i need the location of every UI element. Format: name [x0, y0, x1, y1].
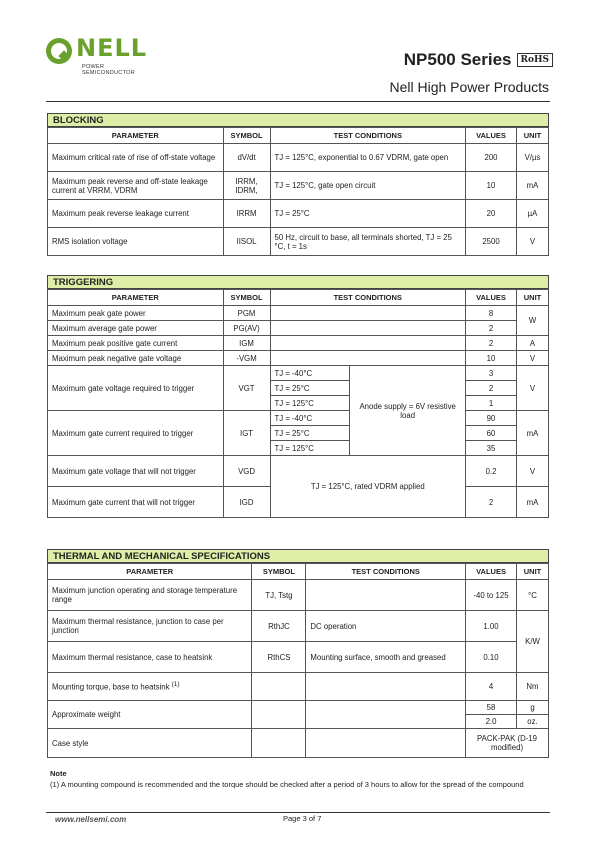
unit-cell: mA [516, 487, 548, 518]
table-header-row [48, 290, 549, 306]
col-values: VALUES [466, 564, 517, 580]
table-row [48, 351, 549, 366]
table-header-row [48, 564, 549, 580]
test-cell [270, 321, 466, 336]
param-cell: Maximum gate voltage required to trigger [48, 366, 224, 411]
value-cell: 0.2 [466, 456, 517, 487]
value-cell: 10 [466, 351, 517, 366]
value-cell: 58 [466, 701, 517, 715]
footer-url: www.nellsemi.com [55, 815, 127, 824]
unit-cell: mA [516, 172, 548, 200]
value-cell: 20 [466, 200, 517, 228]
unit-cell: µA [516, 200, 548, 228]
symbol-cell: IRRM, IDRM, [223, 172, 270, 200]
unit-cell: oz. [517, 715, 549, 729]
col-test: TEST CONDITIONS [270, 290, 466, 306]
symbol-cell: IGD [223, 487, 270, 518]
test-cell [306, 729, 466, 758]
test-cell [306, 673, 466, 701]
col-unit: UNIT [516, 290, 548, 306]
table-row [48, 611, 549, 642]
table-row [48, 673, 549, 701]
unit-cell: V [516, 228, 548, 256]
value-cell: 35 [466, 441, 517, 456]
param-cell: Maximum thermal resistance, junction to case per junction [48, 611, 252, 642]
param-cell: Approximate weight [48, 701, 252, 729]
symbol-cell: PGM [223, 306, 270, 321]
symbol-cell: VGD [223, 456, 270, 487]
footer-divider [46, 812, 550, 813]
value-cell: 1 [466, 396, 517, 411]
value-cell: 10 [466, 172, 517, 200]
blocking-table [47, 127, 549, 256]
anode-supply-cell: Anode supply = 6V resistive load [350, 366, 466, 456]
col-symbol: SYMBOL [223, 290, 270, 306]
param-cell: Maximum junction operating and storage temperature range [48, 580, 252, 611]
note-text: (1) A mounting compound is recommended and the torque should be checked after a period of 3 hours to allow for the spread of the compound [50, 780, 524, 789]
col-parameter: PARAMETER [48, 290, 224, 306]
table-row [48, 144, 549, 172]
col-test: TEST CONDITIONS [306, 564, 466, 580]
symbol-cell: IGT [223, 411, 270, 456]
test-cell: TJ = 25°C [270, 200, 466, 228]
value-cell: 3 [466, 366, 517, 381]
symbol-cell: PG(AV) [223, 321, 270, 336]
col-parameter: PARAMETER [48, 128, 224, 144]
rohs-badge: RoHS [517, 53, 554, 67]
symbol-cell: RthCS [252, 642, 306, 673]
table-row [48, 642, 549, 673]
unit-cell: °C [517, 580, 549, 611]
value-cell: 2 [466, 321, 517, 336]
param-cell: Maximum peak reverse and off-state leakage current at VRRM, VDRM [48, 172, 224, 200]
value-cell: 2 [466, 381, 517, 396]
symbol-cell: IGM [223, 336, 270, 351]
value-cell: 1.00 [466, 611, 517, 642]
value-cell: 60 [466, 426, 517, 441]
symbol-cell: VGT [223, 366, 270, 411]
blocking-header: BLOCKING [47, 113, 549, 127]
value-cell: PACK-PAK (D-19 modified) [466, 729, 549, 758]
company-logo [46, 34, 156, 76]
unit-cell: V [516, 456, 548, 487]
unit-cell: mA [516, 411, 548, 456]
col-symbol: SYMBOL [252, 564, 306, 580]
param-cell: RMS isolation voltage [48, 228, 224, 256]
unit-cell: V [516, 351, 548, 366]
col-parameter: PARAMETER [48, 564, 252, 580]
param-cell: Maximum critical rate of rise of off-state voltage [48, 144, 224, 172]
table-row [48, 200, 549, 228]
col-symbol: SYMBOL [223, 128, 270, 144]
series-name: NP500 Series [403, 50, 512, 69]
test-cell [270, 351, 466, 366]
value-cell: 8 [466, 306, 517, 321]
col-values: VALUES [466, 128, 517, 144]
table-row [48, 701, 549, 715]
unit-cell: W [516, 306, 548, 336]
param-cell: Maximum peak reverse leakage current [48, 200, 224, 228]
symbol-cell [252, 729, 306, 758]
table-row [48, 580, 549, 611]
test-cell: TJ = 125°C [270, 396, 350, 411]
table-row [48, 306, 549, 321]
test-cell [306, 580, 466, 611]
test-cell: TJ = 125°C [270, 441, 350, 456]
test-cell [270, 336, 466, 351]
symbol-cell: dV/dt [223, 144, 270, 172]
thermal-table [47, 563, 549, 758]
symbol-cell: RthJC [252, 611, 306, 642]
param-text: Mounting torque, base to heatsink [52, 682, 170, 692]
test-cell: 50 Hz, circuit to base, all terminals shorted, TJ = 25 °C, t = 1s [270, 228, 466, 256]
param-cell: Maximum peak negative gate voltage [48, 351, 224, 366]
table-row [48, 411, 549, 426]
param-cell: Case style [48, 729, 252, 758]
series-title [404, 50, 553, 70]
note-ref: (1) [171, 681, 180, 689]
value-cell: 2.0 [466, 715, 517, 729]
col-unit: UNIT [517, 564, 549, 580]
unit-cell: V [516, 366, 548, 411]
test-cell: Mounting surface, smooth and greased [306, 642, 466, 673]
symbol-cell [252, 701, 306, 729]
unit-cell: Nm [517, 673, 549, 701]
table-row [48, 366, 549, 381]
value-cell: 200 [466, 144, 517, 172]
value-cell: 4 [466, 673, 517, 701]
logo-emblem-icon [46, 38, 72, 64]
test-cell [270, 306, 466, 321]
symbol-cell: IRRM [223, 200, 270, 228]
unit-cell: K/W [517, 611, 549, 673]
test-cell [306, 701, 466, 729]
page-subtitle: Nell High Power Products [389, 79, 549, 95]
symbol-cell: TJ, Tstg [252, 580, 306, 611]
value-cell: 0.10 [466, 642, 517, 673]
param-cell: Maximum average gate power [48, 321, 224, 336]
test-cell: TJ = 25°C [270, 381, 350, 396]
value-cell: 90 [466, 411, 517, 426]
unit-cell: A [516, 336, 548, 351]
param-cell: Maximum gate voltage that will not trigger [48, 456, 224, 487]
table-row [48, 336, 549, 351]
col-values: VALUES [466, 290, 517, 306]
test-cell: DC operation [306, 611, 466, 642]
page-number: Page 3 of 7 [283, 814, 322, 823]
test-cell: TJ = 25°C [270, 426, 350, 441]
param-cell: Maximum peak positive gate current [48, 336, 224, 351]
param-cell: Maximum gate current that will not trigger [48, 487, 224, 518]
header-divider [46, 101, 550, 102]
symbol-cell: IISOL [223, 228, 270, 256]
col-unit: UNIT [516, 128, 548, 144]
value-cell: 2500 [466, 228, 517, 256]
param-cell: Maximum peak gate power [48, 306, 224, 321]
test-cell: TJ = 125°C, gate open circuit [270, 172, 466, 200]
logo-text: NELL [76, 34, 148, 62]
logo-subtext: POWER SEMICONDUCTOR [82, 64, 135, 76]
thermal-header: THERMAL AND MECHANICAL SPECIFICATIONS [47, 549, 549, 563]
test-cell: TJ = 125°C, rated VDRM applied [270, 456, 466, 518]
symbol-cell: -VGM [223, 351, 270, 366]
table-row [48, 456, 549, 487]
value-cell: 2 [466, 487, 517, 518]
test-cell: TJ = -40°C [270, 411, 350, 426]
value-cell: 2 [466, 336, 517, 351]
unit-cell: g [517, 701, 549, 715]
table-row [48, 729, 549, 758]
note-title: Note [50, 769, 67, 778]
symbol-cell [252, 673, 306, 701]
triggering-header: TRIGGERING [47, 275, 549, 289]
unit-cell: V/µs [516, 144, 548, 172]
table-row [48, 228, 549, 256]
col-test: TEST CONDITIONS [270, 128, 466, 144]
param-cell: Maximum thermal resistance, case to heatsink [48, 642, 252, 673]
param-cell: Maximum gate current required to trigger [48, 411, 224, 456]
test-cell: TJ = -40°C [270, 366, 350, 381]
table-row [48, 321, 549, 336]
table-header-row [48, 128, 549, 144]
triggering-table [47, 289, 549, 518]
value-cell: -40 to 125 [466, 580, 517, 611]
table-row [48, 172, 549, 200]
param-cell [48, 673, 252, 701]
test-cell: TJ = 125°C, exponential to 0.67 VDRM, gate open [270, 144, 466, 172]
